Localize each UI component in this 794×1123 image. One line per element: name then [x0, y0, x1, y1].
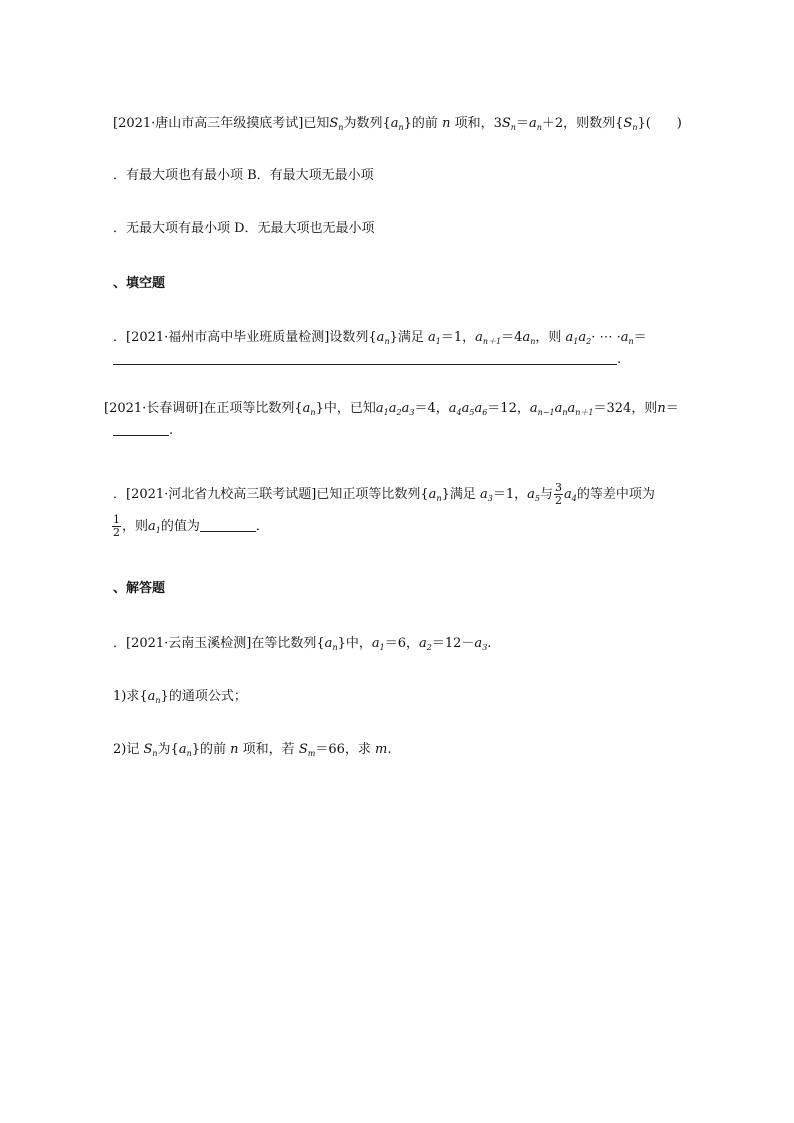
question-1-options-ab: ．有最大项也有最小项 B．有最大项无最小项	[113, 168, 374, 183]
answer-blank[interactable]	[200, 519, 256, 532]
fraction-one-half: $\frac{1}{2}$	[113, 513, 120, 539]
question-2-answer-line: .	[113, 352, 621, 368]
question-4-stem-continued: $\frac{1}{2}$ ，则$a_1$的值为 ．	[113, 513, 269, 539]
section-heading-fill: 、填空题	[113, 276, 166, 291]
section-heading-answer: 、解答题	[113, 581, 166, 596]
question-5-part-1: 1)求$\{a_n\}$的通项公式；	[113, 689, 247, 705]
question-1-options-cd: ．无最大项有最小项 D．无最大项也无最小项	[113, 221, 375, 236]
question-3-source: [2021·长春调研]	[104, 401, 204, 416]
question-5-stem: ．[2021·云南玉溪检测]在等比数列$\{a_n\}$中，$a_1=6$，$a_2=12-a_3$.	[113, 636, 492, 652]
question-4-stem: ．[2021·河北省九校高三联考试题]已知正项等比数列$\{a_n\}$满足 $a_3=1$，$a_5$与 $\frac{3}{2}$ $a_4$的等差中项为	[113, 481, 655, 507]
question-1-source: [2021·唐山市高三年级摸底考试]	[113, 116, 304, 131]
question-1-stem: [2021·唐山市高三年级摸底考试]已知$S_n$为数列$\{a_n\}$的前 n 项和，$3S_n=a_n+2$，则数列$\{S_n\}$( )	[113, 116, 682, 132]
answer-blank[interactable]	[113, 352, 617, 365]
question-2-source: [2021·福州市高中毕业班质量检测]	[126, 330, 330, 345]
fraction-three-halves: $\frac{3}{2}$	[555, 481, 563, 507]
question-4-source: [2021·河北省九校高三联考试题]	[126, 487, 317, 502]
question-5-part-2: 2)记 $S_n$为$\{a_n\}$的前 n 项和，若 $S_m=66$，求 m.	[113, 742, 392, 758]
question-2-stem: ．[2021·福州市高中毕业班质量检测]设数列$\{a_n\}$满足 $a_1=1$，$a_{n+1}=4a_n$，则 $a_1a_2\cdot$ ⋯ $\cdot a_n=$	[113, 330, 647, 346]
question-3-stem: [2021·长春调研]在正项等比数列$\{a_n\}$中，已知$a_1a_2a_3=4$，$a_4a_5a_6=12$，$a_{n-1}a_na_{n+1}=324$，则n＝	[104, 401, 679, 417]
question-3-answer-line: .	[113, 423, 173, 439]
question-5-source: [2021·云南玉溪检测]	[126, 636, 252, 651]
answer-blank[interactable]	[113, 423, 169, 436]
